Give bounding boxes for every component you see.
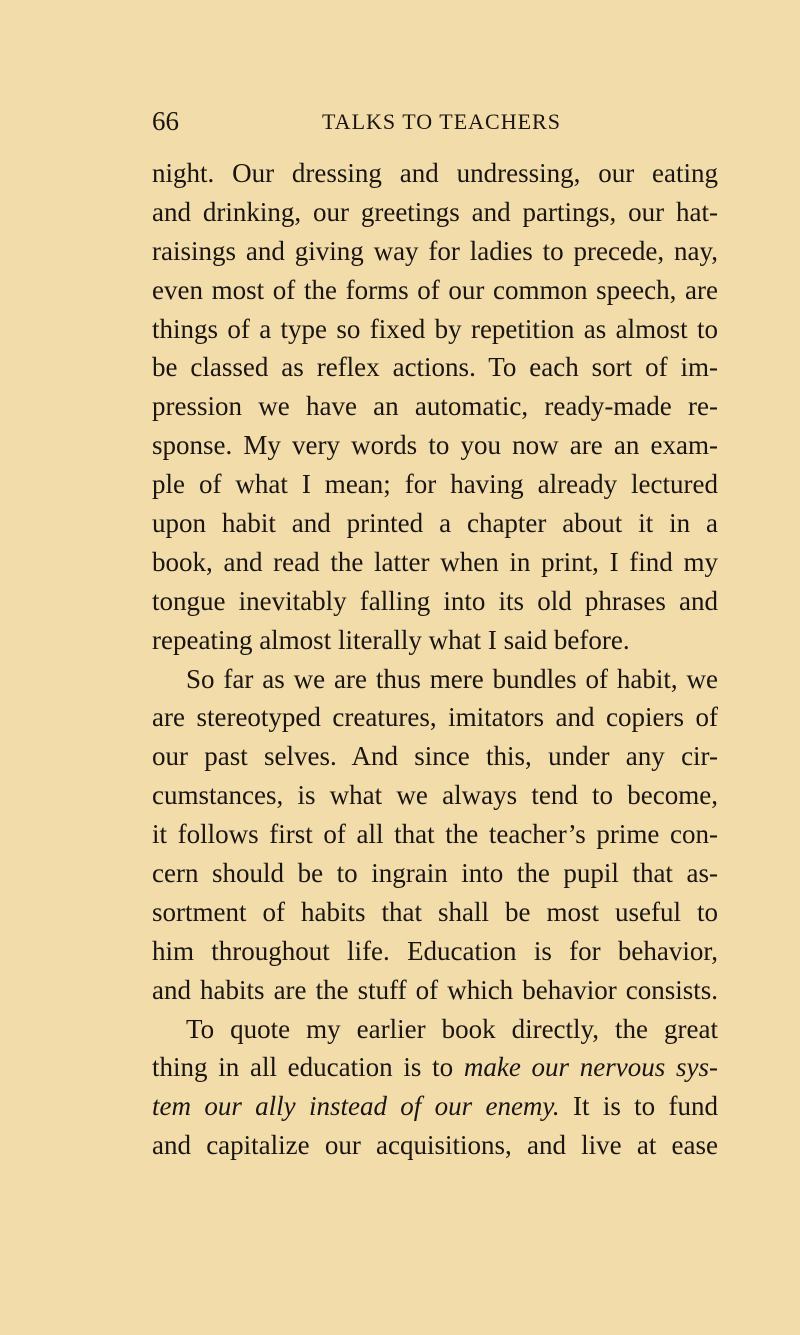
text-line-19: cern should be to ingrain into the pupil that as- [152,858,718,889]
text-line-2: and drinking, our greetings and partings, our hat- [152,196,718,227]
text-line-16: our past selves. And since this, under any cir- [152,741,718,772]
text-line-14: So far as we are thus mere bundles of habit, we [186,663,718,694]
text-line-12: tongue inevitably falling into its old phrases and [152,585,718,616]
text-line-24-italic: make our nervous sys- [463,1052,718,1083]
text-line-17: cumstances, is what we always tend to become, [152,780,718,811]
text-line-4: even most of the forms of our common speech, are [152,274,718,305]
text-line-24 [152,1048,718,1087]
text-line-7: pression we have an automatic, ready-made re- [152,391,718,422]
text-line-25-roman: It is to fund [573,1091,718,1122]
page-header [152,104,712,138]
text-line-10: upon habit and printed a chapter about it in a [152,508,718,539]
text-line-5: things of a type so fixed by repetition as almost to [152,313,718,344]
text-line-26: and capitalize our acquisitions, and live at ease [152,1130,718,1161]
text-line-22: and habits are the stuff of which behavior consists. [152,974,718,1005]
page-number: 66 [152,106,179,136]
body-text [152,154,718,1165]
text-line-21: him throughout life. Education is for behavior, [152,935,718,966]
text-line-13: repeating almost literally what I said before. [152,624,630,655]
text-line-23: To quote my earlier book directly, the great [186,1013,718,1044]
text-line-24-roman: thing in all education is to [152,1052,454,1083]
text-line-25-italic: tem our ally instead of our enemy. [152,1091,560,1122]
text-line-3: raisings and giving way for ladies to precede, nay, [152,235,718,266]
text-line-6: be classed as reflex actions. To each sort of im- [152,352,718,383]
text-line-15: are stereotyped creatures, imitators and copiers of [152,702,718,733]
text-line-20: sortment of habits that shall be most useful to [152,896,718,927]
text-line-9: ple of what I mean; for having already lectured [152,469,718,500]
text-line-25 [152,1087,718,1126]
text-line-11: book, and read the latter when in print, I find my [152,546,718,577]
text-line-1: night. Our dressing and undressing, our eating [152,158,718,188]
running-head: TALKS TO TEACHERS [322,109,561,134]
text-line-18: it follows first of all that the teacher’s prime con- [152,819,718,850]
text-line-8: sponse. My very words to you now are an exam- [152,430,718,461]
